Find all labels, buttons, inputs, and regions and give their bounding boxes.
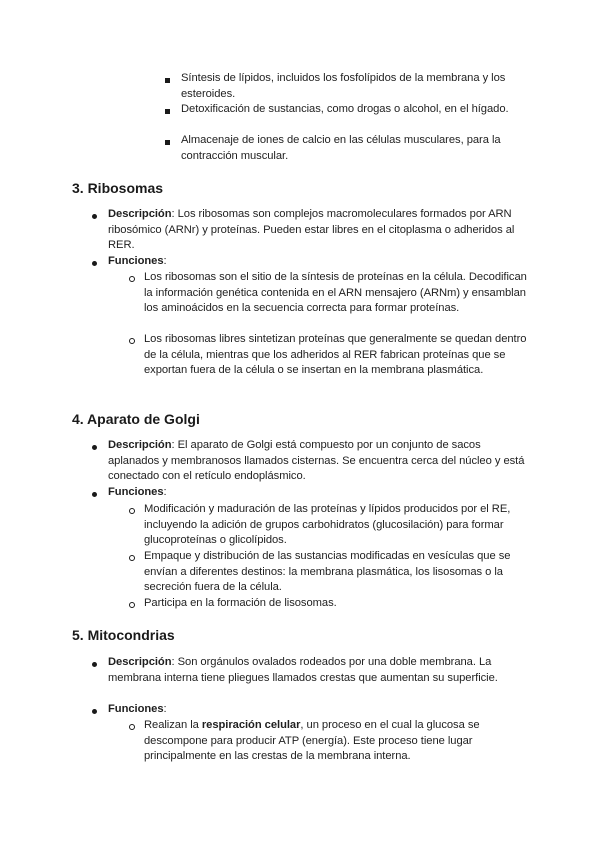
functions-colon: : xyxy=(163,703,167,715)
description-paragraph xyxy=(108,655,528,686)
square-bullet xyxy=(165,140,170,145)
functions-label-line xyxy=(108,254,167,270)
function-item: Los ribosomas son el sitio de la síntesis de proteínas en la célula. Decodifican la información genética contenida en el ARN mensajero (ARNm) y ensamblan los aminoácidos en la secuencia correcta para formar proteínas. xyxy=(144,271,527,315)
description-label: Descripción xyxy=(108,208,172,220)
functions-colon: : xyxy=(163,486,167,498)
section-heading-ribosomas: 3. Ribosomas xyxy=(72,180,164,196)
circle-bullet xyxy=(129,338,135,344)
disc-bullet xyxy=(92,261,97,266)
circle-bullet xyxy=(129,602,135,608)
list-item: Detoxificación de sustancias, como drogas o alcohol, en el hígado. xyxy=(181,103,509,115)
functions-label: Funciones xyxy=(108,255,164,267)
disc-bullet xyxy=(92,492,97,497)
function-item: Empaque y distribución de las sustancias modificadas en vesículas que se envían a diferentes destinos: la membrana plasmática, los lisosomas o la secreción fuera de la célula. xyxy=(144,550,511,594)
description-paragraph xyxy=(108,207,528,254)
functions-label-line xyxy=(108,702,167,718)
function-item: Modificación y maduración de las proteínas y lípidos producidos por el RE, incluyendo la adición de grupos carbohidratos (glucosilación) para formar glucoproteínas o glicolípidos. xyxy=(144,503,511,547)
function-item: Participa en la formación de lisosomas. xyxy=(144,597,337,609)
circle-bullet xyxy=(129,508,135,514)
section-heading-mitocondrias: 5. Mitocondrias xyxy=(72,627,175,643)
list-item: Síntesis de lípidos, incluidos los fosfolípidos de la membrana y los esteroides. xyxy=(181,72,506,100)
functions-label: Funciones xyxy=(108,703,164,715)
function-item xyxy=(144,718,529,765)
description-text: : El aparato de Golgi está compuesto por un conjunto de sacos aplanados y membranosos llamados cisternas. Se encuentra cerca del núcleo y está conectado con el retículo endoplásmico. xyxy=(108,439,525,483)
function-text-before: Realizan la xyxy=(144,719,202,731)
circle-bullet xyxy=(129,276,135,282)
function-text-after: , un proceso en el cual la glucosa se descompone para producir ATP (energía). Este proceso tiene lugar principalmente en las crestas de la membrana interna. xyxy=(144,719,480,763)
function-text-bold: respiración celular xyxy=(201,719,301,731)
description-text: : Los ribosomas son complejos macromoleculares formados por ARN ribosómico (ARNr) y proteínas. Pueden estar libres en el citoplasma o adheridos al RER. xyxy=(108,208,515,252)
circle-bullet xyxy=(129,724,135,730)
square-bullet xyxy=(165,78,170,83)
description-paragraph xyxy=(108,438,528,485)
circle-bullet xyxy=(129,555,135,561)
disc-bullet xyxy=(92,214,97,219)
description-label: Descripción xyxy=(108,439,172,451)
functions-label: Funciones xyxy=(108,486,164,498)
square-bullet xyxy=(165,109,170,114)
disc-bullet xyxy=(92,662,97,667)
functions-colon: : xyxy=(163,255,167,267)
disc-bullet xyxy=(92,445,97,450)
functions-label-line xyxy=(108,485,167,501)
list-item: Almacenaje de iones de calcio en las células musculares, para la contracción muscular. xyxy=(181,134,501,162)
description-label: Descripción xyxy=(108,656,172,668)
section-heading-golgi: 4. Aparato de Golgi xyxy=(72,411,200,427)
description-text: : Son orgánulos ovalados rodeados por una doble membrana. La membrana interna tiene pliegues llamados crestas que aumentan su superficie. xyxy=(108,656,498,684)
disc-bullet xyxy=(92,709,97,714)
function-item: Los ribosomas libres sintetizan proteínas que generalmente se quedan dentro de la célula, mientras que los adheridos al RER fabrican proteínas que se exportan fuera de la célula o se insertan en la membrana plasmática. xyxy=(144,333,527,377)
